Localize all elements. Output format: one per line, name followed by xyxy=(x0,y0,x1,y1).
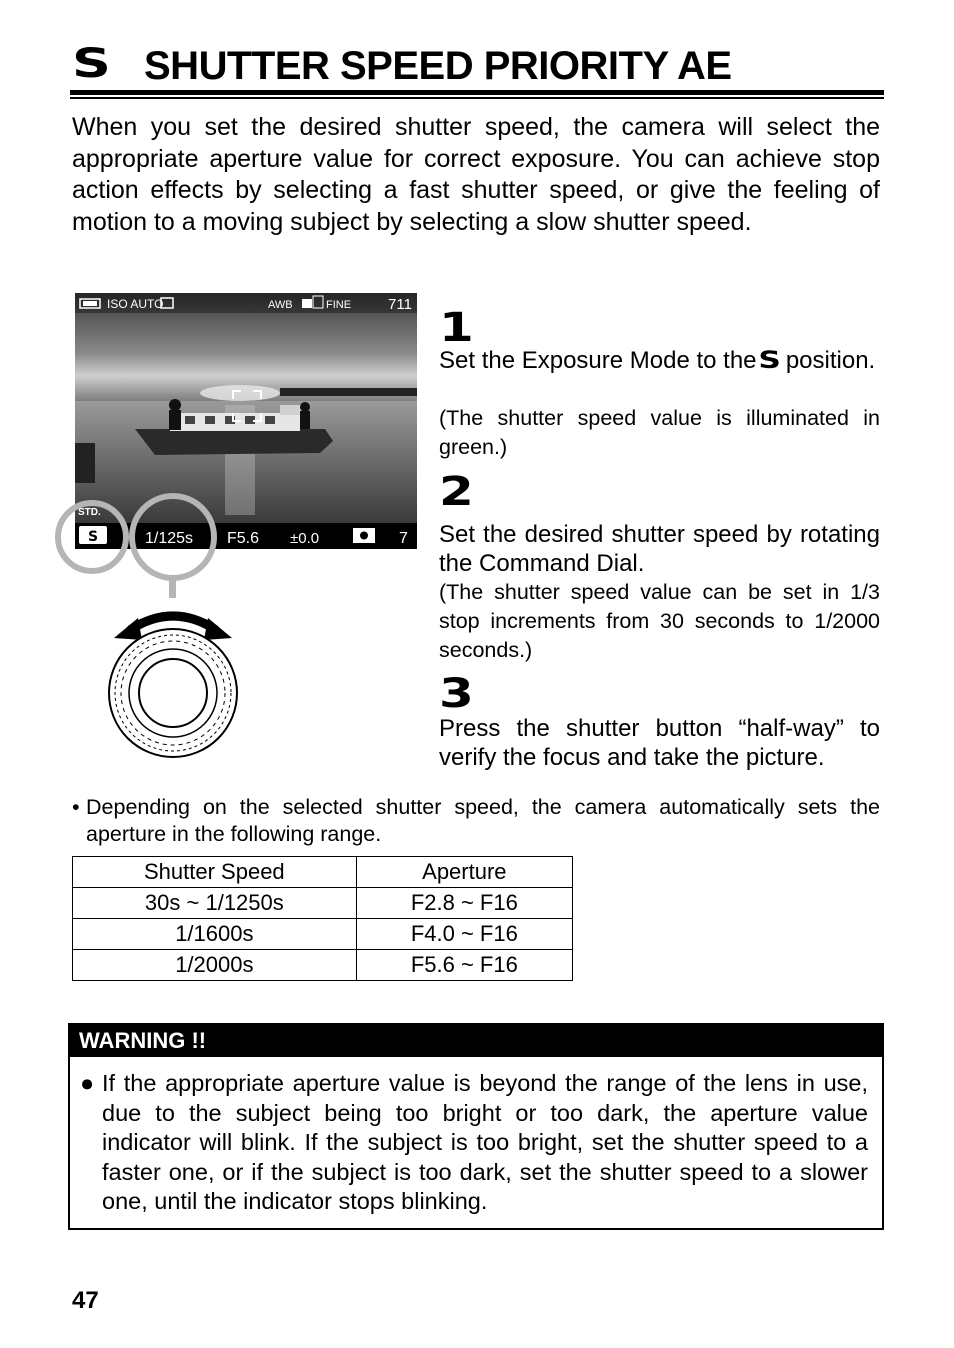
step-3-number: 3 xyxy=(439,671,474,717)
table-cell: 30s ~ 1/1250s xyxy=(73,888,357,919)
dial-illustration xyxy=(40,490,280,770)
warning-title: WARNING !! xyxy=(70,1025,882,1057)
lcd-exposure-comp: ±0.0 xyxy=(290,530,320,547)
warning-box xyxy=(68,1023,884,1230)
lcd-shots: 7 xyxy=(399,530,408,547)
page-title xyxy=(72,40,884,94)
lcd-awb: AWB xyxy=(268,299,293,311)
table-cell: F5.6 ~ F16 xyxy=(356,950,572,981)
mode-s-icon-inline: S xyxy=(757,346,781,374)
lcd-quality: FINE xyxy=(326,299,352,311)
lcd-shutter: 1/125s xyxy=(145,530,194,547)
table-row xyxy=(73,919,573,950)
step-1-note: (The shutter speed value is illuminated in green.) xyxy=(439,406,880,459)
lcd-iso: ISO AUTO xyxy=(107,297,164,311)
table-cell: 1/1600s xyxy=(73,919,357,950)
aperture-range-table xyxy=(72,856,573,981)
table-header: Shutter Speed xyxy=(73,857,357,888)
step-2-text: Set the desired shutter speed by rotating the Command Dial. xyxy=(439,521,880,577)
page-title-text: SHUTTER SPEED PRIORITY AE xyxy=(144,44,732,88)
table-header: Aperture xyxy=(356,857,572,888)
lcd-count: 711 xyxy=(388,296,412,313)
lcd-std: STD. xyxy=(78,507,101,518)
callout-circle-mode xyxy=(58,503,126,571)
mode-s-icon: S xyxy=(72,41,111,87)
table-row xyxy=(73,950,573,981)
table-header-row xyxy=(73,857,573,888)
aperture-range-note: • Depending on the selected shutter speed, the camera automatically sets the aperture in the following range. xyxy=(72,795,880,846)
callout-circle-shutter xyxy=(132,496,214,578)
bullet-icon: ● xyxy=(80,1070,95,1096)
table-cell: F4.0 ~ F16 xyxy=(356,919,572,950)
step-1-text: Set the Exposure Mode to theS position. xyxy=(439,346,876,374)
lcd-aperture: F5.6 xyxy=(227,530,260,547)
warning-text: If the appropriate aperture value is beyond the range of the lens in use, due to the subject being too bright or too dark, the aperture value indicator will blink. If the subject is too bright, set the shutter speed to a faster one, or if the subject is too dark, set the shutter speed to a slower one, until the indicator stops blinking. xyxy=(102,1070,868,1214)
step-1-number: 1 xyxy=(439,305,474,351)
step-2-number: 2 xyxy=(439,469,474,515)
table-cell: F2.8 ~ F16 xyxy=(356,888,572,919)
step-3-text: Press the shutter button “half-way” to verify the focus and take the picture. xyxy=(439,715,880,771)
intro-paragraph: When you set the desired shutter speed, the camera will select the appropriate aperture value for correct exposure. You can achieve stop action effects by selecting a fast shutter speed, or give the feeling of motion to a moving subject by selecting a slow shutter speed. xyxy=(72,113,880,236)
title-rule-thick xyxy=(70,90,884,95)
table-row xyxy=(73,888,573,919)
table-cell: 1/2000s xyxy=(73,950,357,981)
rotate-arrow-icon xyxy=(130,616,216,630)
lcd-mode: S xyxy=(87,529,99,545)
title-rule-thin xyxy=(70,97,884,99)
page-number: 47 xyxy=(72,1287,99,1314)
step-2-note: (The shutter speed value can be set in 1/3 stop increments from 30 seconds to 1/2000 seconds.) xyxy=(439,580,880,662)
bullet-icon: • xyxy=(72,795,80,819)
